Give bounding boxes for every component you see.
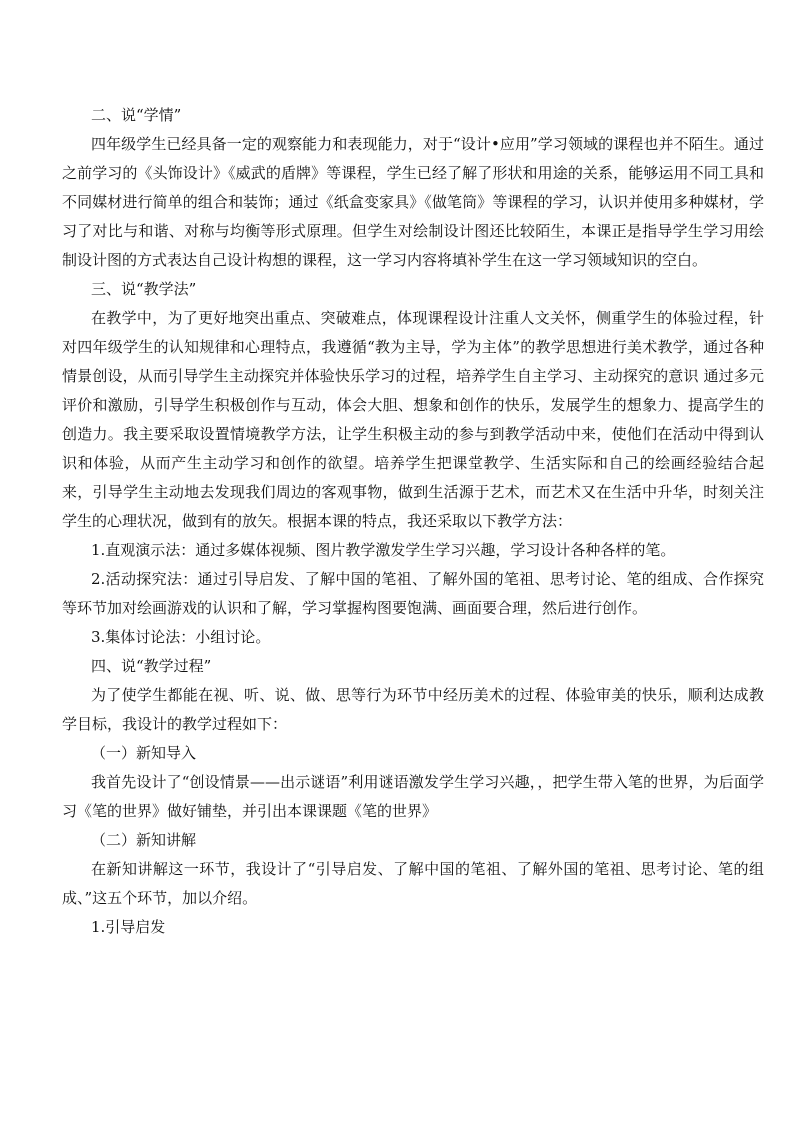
- document-body: [62, 101, 764, 942]
- paragraph-new-knowledge-explanation: 在新知讲解这一环节，我设计了“引导启发、了解中国的笔祖、了解外国的笔祖、思考讨论、笔的组成、”这五个环节，加以介绍。: [62, 860, 764, 907]
- list-item-guided-inspiration: 1.引导启发: [91, 918, 166, 936]
- list-item-demonstration-method: 1.直观演示法：通过多媒体视频、图片教学激发学生学习兴趣，学习设计各种各样的笔。: [91, 541, 676, 559]
- subheading-new-knowledge-intro: （一）新知导入: [91, 744, 197, 762]
- section-heading-teaching-method: 三、说“教学法”: [91, 280, 197, 298]
- list-item-group-discussion-method: 3.集体讨论法：小组讨论。: [91, 628, 271, 646]
- subheading-new-knowledge-explanation: （二）新知讲解: [91, 831, 197, 849]
- paragraph-learning-situation: 四年级学生已经具备一定的观察能力和表现能力，对于“设计•应用”学习领域的课程也并不陌生。通过之前学习的《头饰设计》《威武的盾牌》等课程，学生已经了解了形状和用途的关系，能够运用不同工具和不同媒材进行简单的组合和装饰；通过《纸盒变家具》《做笔筒》等课程的学习，认识并使用多种媒材，学习了对比与和谐、对称与均衡等形式原理。但学生对绘制设计图还比较陌生，本课正是指导学生学习用绘制设计图的方式表达自己设计构想的课程，这一学习内容将填补学生在这一学习领域知识的空白。: [62, 135, 764, 269]
- list-item-activity-inquiry-method: 2.活动探究法：通过引导启发、了解中国的笔祖、了解外国的笔祖、思考讨论、笔的组成、合作探究等环节加对绘画游戏的认识和了解，学习掌握构图要饱满、画面要合理，然后进行创作。: [62, 570, 764, 617]
- paragraph-teaching-process-intro: 为了使学生都能在视、听、说、做、思等行为环节中经历美术的过程、体验审美的快乐，顺利达成教学目标，我设计的教学过程如下：: [62, 686, 764, 733]
- paragraph-teaching-method: 在教学中，为了更好地突出重点、突破难点，体现课程设计注重人文关怀，侧重学生的体验过程，针对四年级学生的认知规律和心理特点，我遵循“教为主导，学为主体”的教学思想进行美术教学，通过各种情景创设，从而引导学生主动探究并体验快乐学习的过程，培养学生自主学习、主动探究的意识 通过多元评价和激励，引导学生积极创作与互动，体会大胆、想象和创作的快乐，发展学生的想象力、提高学生的创造力。我主要采取设置情境教学方法，让学生积极主动的参与到教学活动中来，使他们在活动中得到认识和体验，从而产生主动学习和创作的欲望。培养学生把课堂教学、生活实际和自己的绘画经验结合起来，引导学生主动地去发现我们周边的客观事物，做到生活源于艺术，而艺术又在生活中升华，时刻关注学生的心理状况，做到有的放矢。根据本课的特点，我还采取以下教学方法：: [62, 309, 764, 530]
- paragraph-new-knowledge-intro: 我首先设计了“创设情景——出示谜语”利用谜语激发学生学习兴趣，，把学生带入笔的世界，为后面学习《笔的世界》做好铺垫，并引出本课课题《笔的世界》: [62, 773, 764, 820]
- section-heading-teaching-process: 四、说“教学过程”: [91, 657, 212, 675]
- section-heading-learning-situation: 二、说“学情”: [91, 106, 182, 124]
